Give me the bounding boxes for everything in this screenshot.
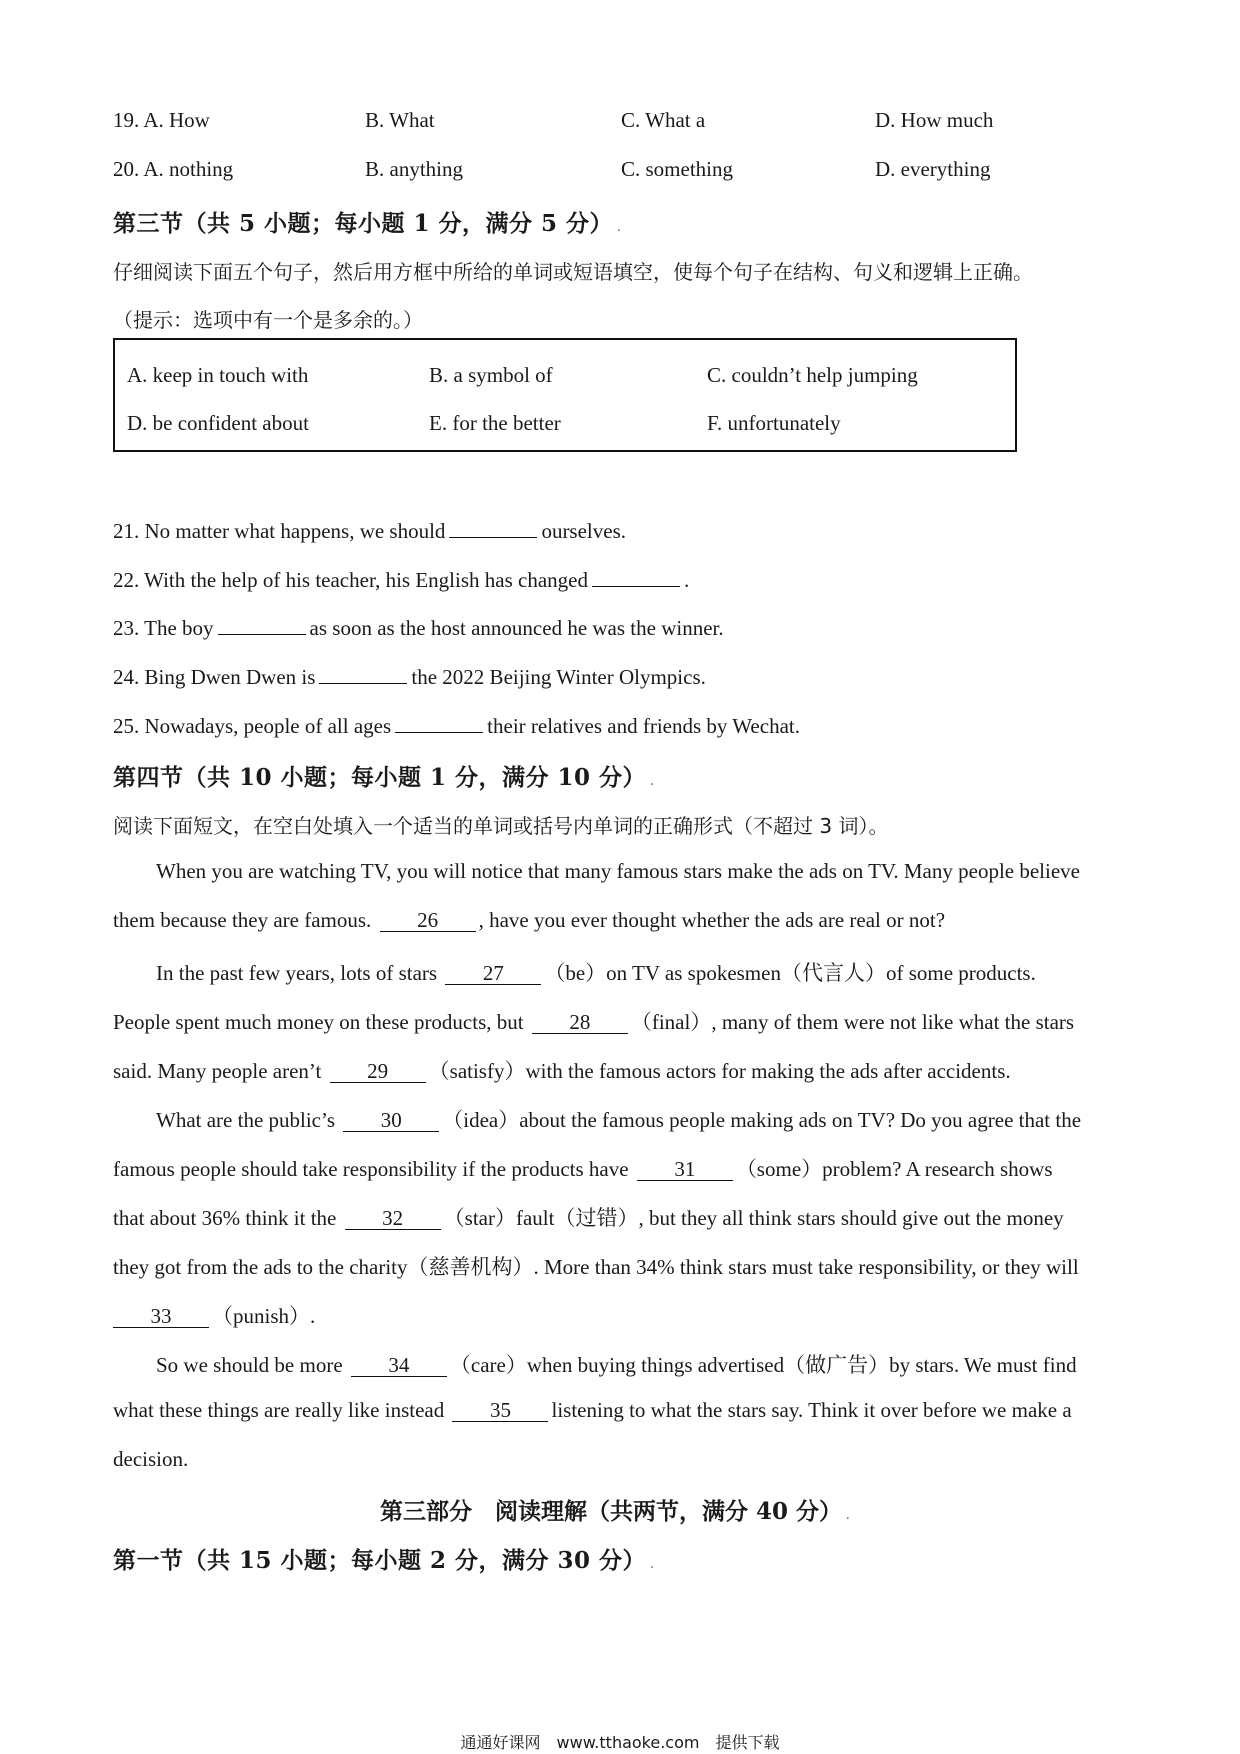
passage-line: In the past few years, lots of stars 27 （be）on TV as spokesmen（代言人）of some products. [156,961,1036,985]
answer-blank[interactable] [592,568,680,587]
section4-instruction: 阅读下面短文，在空白处填入一个适当的单词或括号内单词的正确形式（不超过 3 词）。 [113,814,889,838]
gap-29[interactable]: 29 [330,1061,426,1083]
sentence-23: 23. The boy as soon as the host announced he was the winner. [113,616,724,640]
passage-line: People spent much money on these products, but 28 （final）, many of them were not like what the stars [113,1010,1075,1034]
passage-line: said. Many people aren’t 29 （satisfy）with the famous actors for making the ads after accidents. [113,1059,1011,1083]
option-b: B. anything [365,157,463,181]
sentence-24: 24. Bing Dwen Dwen is the 2022 Beijing Winter Olympics. [113,665,706,689]
gap-31[interactable]: 31 [637,1159,733,1181]
option-d: D. How much [875,108,994,132]
word-option: A. keep in touch with [127,363,309,387]
passage-line: decision. [113,1447,189,1471]
section3-heading: 第三节（共 5 小题；每小题 1 分，满分 5 分） . [113,210,622,237]
section3-instruction: 仔细阅读下面五个句子，然后用方框中所给的单词或短语填空，使每个句子在结构、句义和逻辑上正确。 [113,260,1033,284]
passage-line: what these things are really like instead 35 listening to what the stars say. Think it over before we make a [113,1398,1072,1422]
footer-source: 通通好课网 www.tthaoke.com 提供下载 [460,1733,780,1752]
passage-line: them because they are famous. 26 , have you ever thought whether the ads are real or not? [113,908,946,932]
passage-line: When you are watching TV, you will notice that many famous stars make the ads on TV. Many people believe [156,859,1080,883]
word-option: C. couldn’t help jumping [707,363,918,387]
sentence-22: 22. With the help of his teacher, his English has changed . [113,568,690,592]
option-d: D. everything [875,157,991,181]
passage-line: famous people should take responsibility if the products have 31 （some）problem? A research shows [113,1157,1053,1181]
gap-35[interactable]: 35 [452,1400,548,1422]
passage-line: What are the public’s 30 （idea）about the famous people making ads on TV? Do you agree that the [156,1108,1082,1132]
answer-blank[interactable] [218,616,306,635]
word-option: D. be confident about [127,411,309,435]
gap-26[interactable]: 26 [380,910,476,932]
passage-line: that about 36% think it the 32 （star）fault（过错）, but they all think stars should give out the money [113,1206,1064,1230]
option-a: 20. A. nothing [113,157,234,181]
section3-hint: （提示：选项中有一个是多余的。） [113,308,423,332]
section4-heading: 第四节（共 10 小题；每小题 1 分，满分 10 分） . [113,764,655,791]
gap-32[interactable]: 32 [345,1208,441,1230]
option-a: 19. A. How [113,108,210,132]
answer-blank[interactable] [395,714,483,733]
word-option: E. for the better [429,411,561,435]
gap-33[interactable]: 33 [113,1306,209,1328]
gap-28[interactable]: 28 [532,1012,628,1034]
sentence-21: 21. No matter what happens, we should ourselves. [113,519,627,543]
gap-30[interactable]: 30 [343,1110,439,1132]
answer-blank[interactable] [449,519,537,538]
option-c: C. something [621,157,734,181]
word-option: F. unfortunately [707,411,841,435]
option-c: C. What a [621,108,706,132]
sentence-25: 25. Nowadays, people of all ages their relatives and friends by Wechat. [113,714,800,738]
passage-line: 33 （punish）. [113,1300,315,1330]
word-option: B. a symbol of [429,363,553,387]
option-b: B. What [365,108,435,132]
part3-title: 第三部分 阅读理解（共两节，满分 40 分） . [380,1498,850,1525]
word-bank-box [113,338,1017,452]
answer-blank[interactable] [319,665,407,684]
mcq-row-19 [113,108,1113,136]
passage-line: So we should be more 34 （care）when buying things advertised（做广告）by stars. We must find [156,1353,1077,1377]
part3-subheading: 第一节（共 15 小题；每小题 2 分，满分 30 分） . [113,1547,655,1574]
passage-line: they got from the ads to the charity（慈善机构）. More than 34% think stars must take responsibility, or they will [113,1255,1079,1279]
gap-34[interactable]: 34 [351,1355,447,1377]
gap-27[interactable]: 27 [445,963,541,985]
mcq-row-20 [113,157,1113,185]
